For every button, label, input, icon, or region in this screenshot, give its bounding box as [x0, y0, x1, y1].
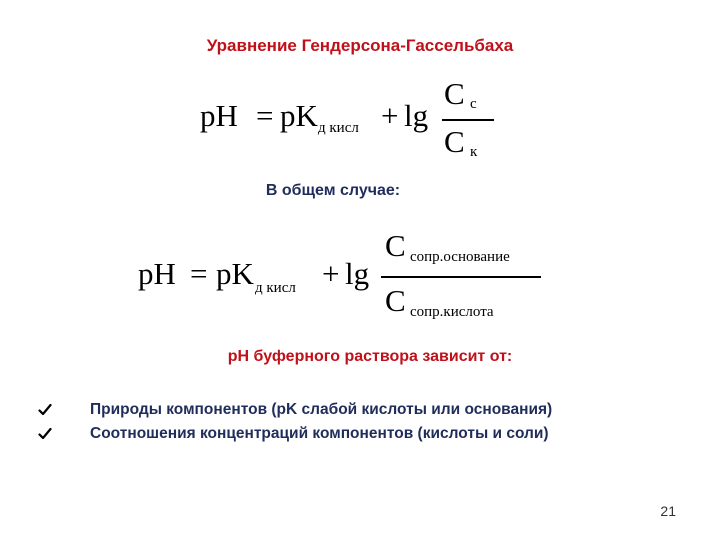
bullet-list: [38, 398, 552, 446]
buffer-ph-heading: pH буферного раствора зависит от:: [227, 348, 513, 365]
formula1-numerator: C: [444, 76, 465, 111]
formula1-pk: pK: [280, 98, 318, 133]
formula2-plus: +: [322, 256, 340, 291]
slide-title: Уравнение Гендерсона-Гассельбаха: [206, 36, 514, 55]
formula2-lhs: pH: [138, 256, 176, 291]
page-number: 21: [660, 503, 676, 519]
formula1-equals: =: [256, 98, 274, 133]
formula2-pk-subscript: д кисл: [255, 280, 296, 296]
formula1-lhs: pH: [200, 98, 238, 133]
checkmark-icon: [38, 427, 52, 441]
formula2-pk: pK: [216, 256, 254, 291]
checkmark-icon: [38, 403, 52, 417]
formula1-plus: +: [381, 98, 399, 133]
formula1-log: lg: [404, 98, 429, 133]
formula2-denominator: C: [385, 283, 406, 318]
general-case-label: В общем случае:: [265, 182, 401, 199]
formula2-fraction-bar: [381, 276, 541, 278]
formula1-numerator-subscript: c: [470, 96, 477, 112]
list-item: [38, 398, 552, 422]
bullet-text: Природы компонентов (pK слабой кислоты или основания): [90, 401, 553, 418]
formula2-log: lg: [345, 256, 370, 291]
list-item: [38, 422, 552, 446]
bullet-text: Соотношения концентраций компонентов (кислоты и соли): [90, 425, 549, 442]
formula2-numerator: C: [385, 228, 406, 263]
formula1-denominator: C: [444, 124, 465, 159]
formula1-denominator-subscript: к: [470, 144, 478, 160]
formula2-numerator-subscript: сопр.основание: [410, 249, 510, 265]
formula1-pk-subscript: д кисл: [318, 120, 359, 136]
formula2-denominator-subscript: сопр.кислота: [410, 304, 494, 320]
formula2-equals: =: [190, 256, 208, 291]
